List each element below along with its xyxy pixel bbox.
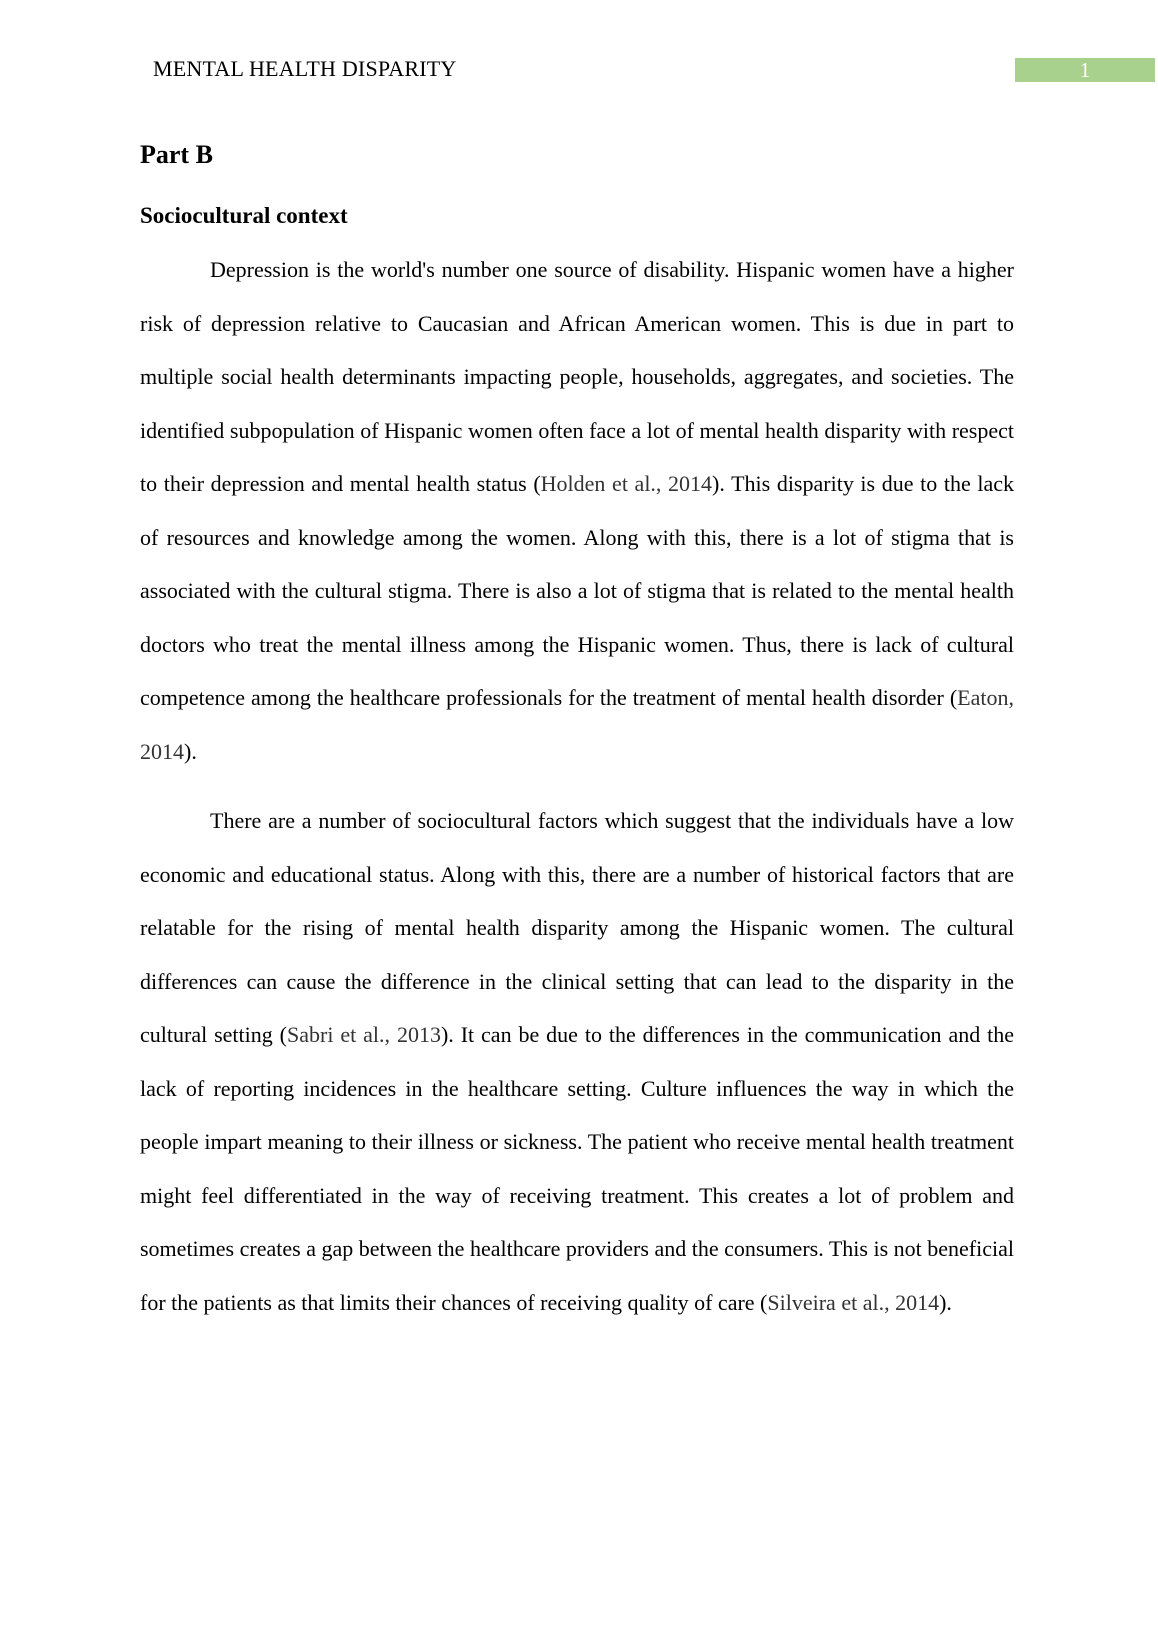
running-head: MENTAL HEALTH DISPARITY xyxy=(153,56,457,81)
paragraph-1 xyxy=(140,243,1014,778)
document-body xyxy=(140,138,1014,1329)
paragraph-1-text-b: ). This disparity is due to the lack of resources and knowledge among the women. Along with this, there is a lot of stigma that is associated with the cultural stigma. There is also a lot of stigma that is related to the mental health doctors who treat the mental illness among the Hispanic women. Thus, there is lack of cultural competence among the healthcare professionals for the treatment of mental health disorder ( xyxy=(140,471,1014,710)
page-number: 1 xyxy=(1015,58,1155,82)
citation-eaton: Eaton, 2014 xyxy=(140,685,1014,764)
citation-holden: Holden et al., 2014 xyxy=(540,471,713,496)
citation-sabri: Sabri et al., 2013 xyxy=(287,1022,441,1047)
paragraph-2-text-c: ). xyxy=(939,1289,952,1315)
part-title: Part B xyxy=(140,140,213,169)
paragraph-2 xyxy=(140,794,1014,1329)
paragraph-2-text-a: There are a number of sociocultural factors which suggest that the individuals have a low economic and educational status. Along with this, there are a number of historical factors that are relatable for the rising of mental health disparity among the Hispanic women. The cultural differences can cause the difference in the clinical setting that can lead to the disparity in the cultural setting ( xyxy=(140,808,1014,1047)
citation-silveira: Silveira et al., 2014 xyxy=(767,1289,940,1315)
paragraph-1-text-c: ). xyxy=(184,738,197,764)
paragraph-2-text-b: ). It can be due to the differences in the communication and the lack of reporting incidences in the healthcare setting. Culture influences the way in which the people impart meaning to their illness or sickness. The patient who receive mental health treatment might feel differentiated in the way of receiving treatment. This creates a lot of problem and sometimes creates a gap between the healthcare providers and the consumers. This is not beneficial for the patients as that limits their chances of receiving quality of care ( xyxy=(140,1022,1014,1315)
paragraph-1-text-a: Depression is the world's number one source of disability. Hispanic women have a higher risk of depression relative to Caucasian and African American women. This is due in part to multiple social health determinants impacting people, households, aggregates, and societies. The identified subpopulation of Hispanic women often face a lot of mental health disparity with respect to their depression and mental health status ( xyxy=(140,257,1014,496)
section-title: Sociocultural context xyxy=(140,203,348,228)
